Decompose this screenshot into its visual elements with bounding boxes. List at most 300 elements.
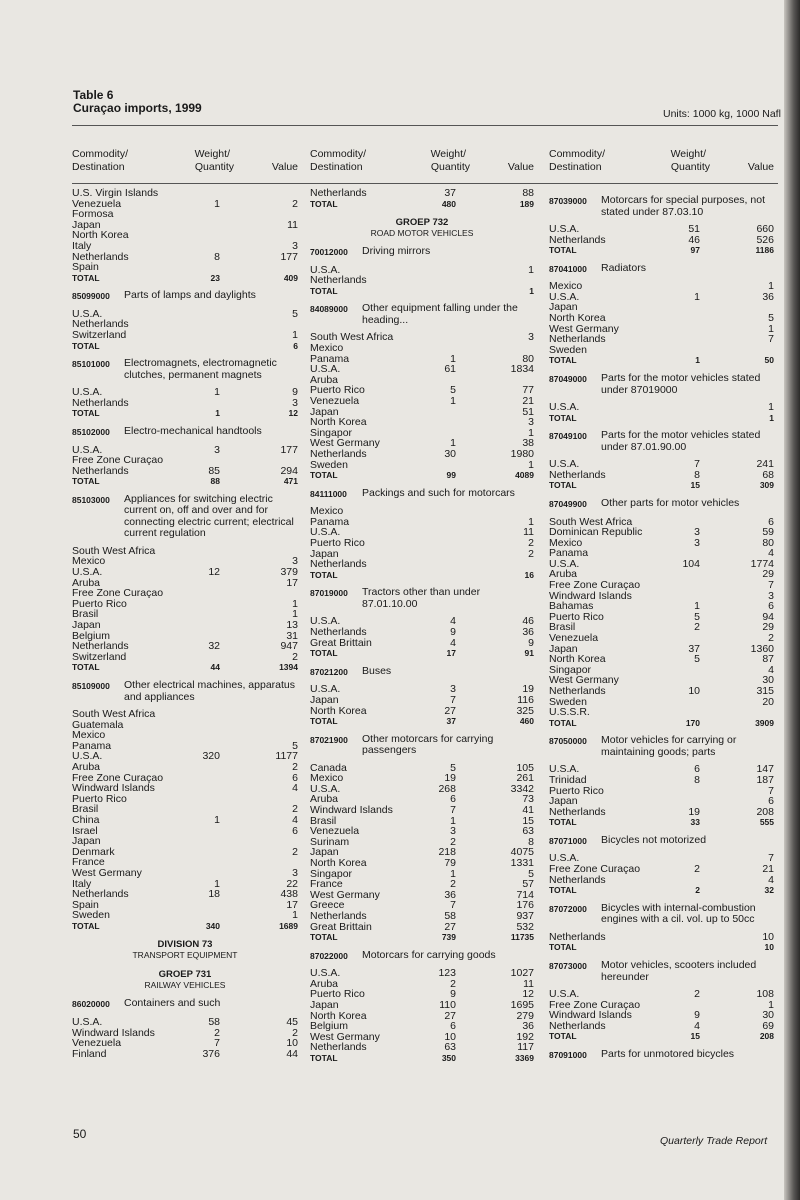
destination-cell: West Germany — [72, 866, 142, 879]
total-label: TOTAL — [549, 480, 577, 491]
value-cell: 176 — [516, 899, 534, 912]
destination-cell: Netherlands — [549, 233, 606, 246]
value-cell: 12 — [288, 408, 298, 419]
group-name: TRANSPORT EQUIPMENT — [132, 950, 238, 961]
quantity-cell: 19 — [444, 772, 456, 785]
commodity-description: Parts for unmotored bicycles — [601, 1047, 735, 1060]
total-row — [310, 648, 534, 659]
quantity-cell: 37 — [688, 642, 700, 655]
table-row — [72, 652, 298, 663]
table-row — [549, 224, 774, 235]
destination-cell: Netherlands — [72, 250, 129, 263]
total-label: TOTAL — [72, 272, 100, 283]
destination-cell: Windward Islands — [310, 804, 393, 817]
destination-cell: Japan — [549, 301, 578, 314]
destination-cell: Netherlands — [549, 333, 606, 346]
destination-cell: Aruba — [310, 977, 339, 990]
value-cell: 714 — [516, 888, 534, 901]
total-row — [72, 662, 298, 673]
commodity-description: Parts of lamps and daylights — [124, 289, 256, 302]
destination-cell: Trinidad — [549, 773, 587, 786]
destination-cell: Canada — [310, 761, 347, 774]
table-header — [73, 89, 202, 115]
quantity-cell: 2 — [450, 835, 456, 848]
table-row — [310, 396, 534, 407]
value-cell: 2 — [528, 537, 534, 550]
destination-cell: U.S.A. — [310, 363, 341, 376]
destination-cell: Aruba — [72, 576, 101, 589]
table-row — [72, 567, 298, 578]
destination-cell: Italy — [72, 239, 92, 252]
quantity-cell: 15 — [690, 480, 700, 491]
quantity-cell: 1 — [694, 600, 700, 613]
commodity-code: 84089000 — [310, 304, 348, 315]
page-edge-shadow — [784, 0, 800, 1200]
value-cell: 177 — [280, 250, 298, 263]
table-column-2 — [310, 188, 534, 1064]
table-row — [310, 517, 534, 528]
value-cell: 279 — [516, 1009, 534, 1022]
table-row — [549, 612, 774, 623]
destination-cell: Sweden — [310, 458, 348, 471]
value-cell: 208 — [756, 805, 774, 818]
commodity-heading — [72, 426, 298, 439]
table-row — [72, 868, 298, 879]
commodity-code: 85103000 — [72, 494, 110, 505]
table-row — [549, 786, 774, 797]
quantity-cell: 27 — [444, 920, 456, 933]
table-row — [310, 1042, 534, 1053]
destination-cell: North Korea — [72, 229, 129, 242]
commodity-code: 87041000 — [549, 263, 587, 274]
table-column-1 — [72, 188, 298, 1059]
value-cell: 45 — [286, 1015, 298, 1028]
value-cell: 3 — [528, 331, 534, 344]
quantity-cell: 123 — [438, 967, 456, 980]
value-cell: 5 — [768, 312, 774, 325]
destination-cell: U.S.A. — [549, 852, 580, 865]
destination-cell: Netherlands — [310, 274, 367, 287]
destination-cell: Panama — [72, 739, 112, 752]
destination-cell: Sweden — [549, 343, 587, 356]
destination-cell: Spain — [72, 898, 99, 911]
destination-cell: South West Africa — [310, 331, 394, 344]
destination-cell: Netherlands — [549, 873, 606, 886]
table-row — [310, 354, 534, 365]
destination-cell: Netherlands — [72, 464, 129, 477]
value-cell: 17 — [286, 576, 298, 589]
quantity-cell: 3 — [214, 443, 220, 456]
total-label: TOTAL — [310, 470, 338, 481]
quantity-cell: 1 — [450, 867, 456, 880]
table-row — [72, 262, 298, 273]
destination-cell: U.S.A. — [549, 458, 580, 471]
page-number: 50 — [73, 1127, 87, 1141]
value-cell: 94 — [762, 610, 774, 623]
total-label: TOTAL — [549, 885, 577, 896]
quantity-cell: 97 — [690, 245, 700, 256]
commodity-description: Tractors other than under 87.01.10.00 — [362, 586, 481, 610]
quantity-cell: 2 — [450, 977, 456, 990]
quantity-cell: 15 — [690, 1031, 700, 1042]
commodity-description: Radiators — [601, 261, 646, 274]
table-row — [72, 599, 298, 610]
table-row — [72, 709, 298, 720]
value-cell: 105 — [516, 761, 534, 774]
group-heading — [310, 217, 534, 239]
table-row — [310, 695, 534, 706]
destination-cell: Puerto Rico — [72, 792, 127, 805]
destination-cell: Brasil — [72, 608, 99, 621]
value-cell: 1 — [292, 329, 298, 342]
destination-cell: U.S.A. — [549, 988, 580, 1000]
value-cell: 30 — [762, 674, 774, 687]
destination-cell: Singapor — [310, 867, 353, 880]
quantity-cell: 2 — [694, 863, 700, 876]
destination-cell: Free Zone Curaçao — [549, 863, 641, 876]
value-cell: 11735 — [510, 932, 534, 943]
destination-cell: Mexico — [72, 729, 106, 742]
destination-cell: Windward Islands — [72, 782, 155, 795]
value-cell: 6 — [768, 600, 774, 613]
value-cell: 6 — [292, 771, 298, 784]
total-row — [549, 480, 774, 491]
destination-cell: U.S.A. — [310, 526, 341, 539]
value-cell: 438 — [280, 888, 298, 901]
destination-cell: Japan — [72, 835, 101, 848]
quantity-cell: 376 — [202, 1047, 220, 1060]
destination-cell: Aruba — [549, 568, 578, 581]
value-cell: 4 — [292, 782, 298, 795]
table-row — [549, 633, 774, 644]
destination-cell: U.S.A. — [72, 443, 103, 456]
value-cell: 44 — [286, 1047, 298, 1060]
value-header: Value — [271, 161, 298, 173]
value-cell: 1177 — [275, 750, 298, 763]
header-rule — [72, 125, 778, 126]
table-row — [310, 763, 534, 774]
destination-cell: North Korea — [310, 416, 367, 429]
destination-cell: Netherlands — [72, 318, 129, 331]
commodity-heading — [72, 680, 298, 703]
destination-cell: U.S.A. — [549, 401, 580, 414]
destination-cell: Netherlands — [310, 1041, 367, 1054]
quantity-cell: 320 — [202, 750, 220, 763]
value-cell: 3 — [292, 866, 298, 879]
destination-cell: Netherlands — [72, 888, 129, 901]
value-cell: 2 — [292, 650, 298, 663]
commodity-heading — [310, 734, 534, 757]
value-cell: 80 — [762, 536, 774, 549]
value-cell: 6 — [292, 824, 298, 837]
group-code: GROEP 732 — [395, 217, 449, 229]
destination-cell: Windward Islands — [72, 1026, 155, 1039]
destination-cell: Great Brittain — [310, 920, 372, 933]
value-cell: 4 — [768, 663, 774, 676]
total-label: TOTAL — [310, 1053, 338, 1064]
units-label: Units: 1000 kg, 1000 Nafl — [663, 108, 781, 120]
commodity-heading — [310, 303, 534, 326]
value-cell: 91 — [524, 648, 534, 659]
quantity-cell: 51 — [688, 223, 700, 235]
quantity-header: Quantity — [430, 161, 470, 173]
value-cell: 63 — [522, 825, 534, 838]
commodity-code: 87039000 — [549, 196, 587, 206]
destination-cell: North Korea — [310, 704, 367, 717]
quantity-cell: 2 — [450, 878, 456, 891]
value-cell: 4 — [768, 547, 774, 560]
commodity-heading — [549, 735, 774, 758]
value-cell: 1 — [292, 909, 298, 922]
quantity-cell: 44 — [210, 662, 220, 673]
table-row — [549, 707, 774, 718]
value-cell: 38 — [522, 437, 534, 450]
commodity-heading — [549, 195, 774, 218]
quantity-cell: 1 — [694, 290, 700, 303]
commodity-heading — [549, 1049, 774, 1062]
table-row — [72, 188, 298, 199]
commodity-heading — [549, 960, 774, 983]
commodity-header: Commodity/ — [72, 148, 129, 160]
table-row — [549, 402, 774, 413]
value-cell: 11 — [287, 218, 298, 231]
commodity-description: Buses — [362, 664, 392, 677]
value-cell: 1027 — [510, 967, 534, 980]
destination-cell: Mexico — [549, 280, 583, 293]
destination-cell: Mexico — [549, 536, 583, 549]
value-cell: 1 — [292, 597, 298, 610]
destination-cell: Sweden — [72, 909, 110, 922]
quantity-cell: 1 — [215, 408, 220, 419]
quantity-cell: 350 — [441, 1053, 456, 1064]
quantity-cell: 2 — [694, 988, 700, 1000]
destination-cell: West Germany — [549, 322, 619, 335]
group-heading — [72, 969, 298, 991]
quantity-cell: 1 — [450, 814, 456, 827]
destination-cell: Aruba — [310, 793, 339, 806]
table-row — [310, 460, 534, 471]
value-header: Value — [747, 161, 774, 173]
destination-cell: Japan — [310, 846, 339, 859]
commodity-description: Packings and such for motorcars — [362, 486, 515, 499]
value-cell: 21 — [522, 395, 534, 408]
quantity-cell: 8 — [214, 250, 220, 263]
commodity-heading — [72, 290, 298, 303]
commodity-heading — [549, 835, 774, 848]
quantity-cell: 7 — [450, 899, 456, 912]
total-row — [549, 245, 774, 256]
value-cell: 11 — [523, 977, 534, 990]
destination-cell: Sweden — [549, 695, 587, 708]
commodity-heading — [549, 498, 774, 511]
destination-cell: Brasil — [310, 814, 337, 827]
quantity-cell: 37 — [444, 187, 456, 199]
commodity-description: Bicycles with internal-combustion engines with a cil. vol. up to 50cc — [601, 901, 756, 926]
table-row — [310, 911, 534, 922]
value-cell: 3 — [528, 416, 534, 429]
value-cell: 1 — [768, 401, 774, 414]
table-title: Curaçao imports, 1999 — [73, 101, 202, 115]
destination-cell: U.S.A. — [549, 290, 580, 303]
destination-cell: Mexico — [310, 772, 344, 785]
quantity-cell: 218 — [438, 846, 456, 859]
value-cell: 12 — [522, 988, 534, 1001]
table-row — [72, 1049, 298, 1060]
table-row — [310, 805, 534, 816]
total-row — [310, 716, 534, 727]
destination-cell: Switzerland — [72, 329, 127, 342]
quantity-cell: 1 — [214, 197, 220, 210]
quantity-cell: 30 — [444, 448, 456, 460]
quantity-cell: 5 — [694, 610, 700, 623]
value-cell: 261 — [516, 772, 534, 785]
destination-cell: Netherlands — [72, 640, 129, 653]
quantity-cell: 36 — [444, 888, 456, 901]
value-cell: 10 — [764, 942, 774, 953]
table-row — [310, 922, 534, 933]
destination-cell: Puerto Rico — [72, 597, 127, 610]
value-cell: 4089 — [515, 470, 534, 481]
destination-cell: Aruba — [310, 373, 339, 386]
value-cell: 660 — [756, 223, 774, 235]
destination-cell: U.S. Virgin Islands — [72, 187, 159, 199]
commodity-heading — [72, 998, 298, 1011]
commodity-code: 85102000 — [72, 427, 110, 437]
value-cell: 7 — [768, 784, 774, 797]
destination-cell: U.S.S.R. — [549, 706, 590, 719]
quantity-cell: 99 — [446, 470, 456, 481]
value-cell: 315 — [756, 685, 774, 697]
destination-cell: South West Africa — [72, 544, 156, 557]
quantity-cell: 58 — [208, 1015, 220, 1028]
total-row — [72, 476, 298, 487]
commodity-heading — [549, 373, 774, 396]
quantity-cell: 27 — [444, 1009, 456, 1022]
total-row — [72, 408, 298, 419]
total-label: TOTAL — [549, 1031, 577, 1042]
value-cell: 2 — [768, 632, 774, 645]
destination-cell: Free Zone Curaçao — [72, 771, 164, 784]
commodity-code: 84111000 — [310, 488, 347, 499]
total-label: TOTAL — [310, 932, 338, 943]
table-row — [549, 807, 774, 818]
quantity-cell: 9 — [450, 988, 456, 1001]
table-row — [310, 188, 534, 199]
commodity-code: 87072000 — [549, 903, 587, 914]
destination-cell: Netherlands — [549, 468, 606, 481]
destination-cell: Netherlands — [72, 396, 129, 409]
destination-cell: North Korea — [549, 312, 606, 325]
quantity-cell: 58 — [444, 910, 456, 922]
destination-cell: North Korea — [310, 1009, 367, 1022]
quantity-cell: 8 — [694, 468, 700, 481]
value-cell: 294 — [280, 464, 298, 477]
destination-cell: France — [72, 856, 105, 869]
value-cell: 555 — [759, 817, 774, 828]
quantity-cell: 1 — [214, 813, 220, 826]
table-row — [549, 686, 774, 697]
group-name: ROAD MOTOR VEHICLES — [370, 228, 474, 239]
quantity-cell: 480 — [441, 198, 456, 209]
total-row — [549, 942, 774, 953]
destination-cell: U.S.A. — [549, 763, 580, 776]
value-cell: 68 — [762, 468, 774, 481]
destination-cell: Netherlands — [549, 685, 606, 697]
value-cell: 7 — [768, 852, 774, 865]
value-cell: 1 — [768, 998, 774, 1011]
value-cell: 379 — [280, 566, 298, 579]
value-cell: 1 — [292, 608, 298, 621]
value-cell: 5 — [528, 867, 534, 880]
value-cell: 17 — [286, 898, 298, 911]
value-cell: 526 — [756, 233, 774, 246]
value-cell: 1 — [528, 426, 534, 439]
value-cell: 2 — [528, 547, 534, 560]
value-cell: 2 — [292, 845, 298, 858]
value-cell: 30 — [762, 1009, 774, 1022]
commodity-heading — [310, 488, 534, 501]
commodity-code: 86020000 — [72, 999, 110, 1010]
destination-cell: Japan — [549, 642, 578, 655]
destination-cell: Singapor — [310, 426, 353, 439]
table-row — [310, 364, 534, 375]
table-row — [72, 826, 298, 837]
commodity-header: Commodity/ — [549, 148, 606, 160]
value-header: Value — [507, 161, 534, 173]
destination-cell: North Korea — [549, 653, 606, 666]
destination-cell: Windward Islands — [549, 1009, 632, 1022]
commodity-code: 87071000 — [549, 835, 587, 846]
destination-cell: Switzerland — [72, 650, 127, 663]
value-cell: 9 — [528, 636, 534, 649]
destination-cell: China — [72, 813, 100, 826]
quantity-cell: 1 — [695, 355, 700, 366]
destination-cell: U.S.A. — [549, 557, 580, 570]
destination-cell: U.S.A. — [310, 263, 341, 276]
commodity-code: 87019000 — [310, 588, 348, 599]
destination-cell: Netherlands — [549, 805, 606, 818]
table-row — [72, 230, 298, 241]
destination-cell: Venezuela — [549, 632, 599, 645]
table-row — [72, 1017, 298, 1028]
total-row — [310, 286, 534, 297]
quantity-cell: 5 — [450, 761, 456, 774]
quantity-cell: 2 — [214, 1026, 220, 1039]
table-row — [72, 720, 298, 731]
value-cell: 59 — [762, 526, 774, 539]
quantity-cell: 6 — [450, 793, 456, 806]
commodity-description: Bicycles not motorized — [601, 833, 707, 846]
value-cell: 19 — [522, 683, 534, 696]
table-row — [72, 815, 298, 826]
value-cell: 69 — [762, 1019, 774, 1032]
destination-cell: Venezuela — [72, 197, 122, 210]
table-row — [310, 706, 534, 717]
quantity-cell: 1 — [450, 352, 456, 365]
group-code: GROEP 731 — [158, 969, 212, 981]
value-cell: 309 — [759, 480, 774, 491]
total-row — [310, 1053, 534, 1064]
publication-name: Quarterly Trade Report — [660, 1135, 768, 1147]
destination-cell: Japan — [310, 693, 339, 706]
value-cell: 36 — [522, 626, 534, 639]
commodity-code: 87091000 — [549, 1049, 587, 1060]
destination-cell: Belgium — [310, 1020, 348, 1033]
total-label: TOTAL — [72, 662, 100, 673]
destination-cell: France — [310, 878, 343, 891]
column-header-3 — [549, 148, 774, 182]
destination-cell: U.S.A. — [72, 566, 103, 579]
